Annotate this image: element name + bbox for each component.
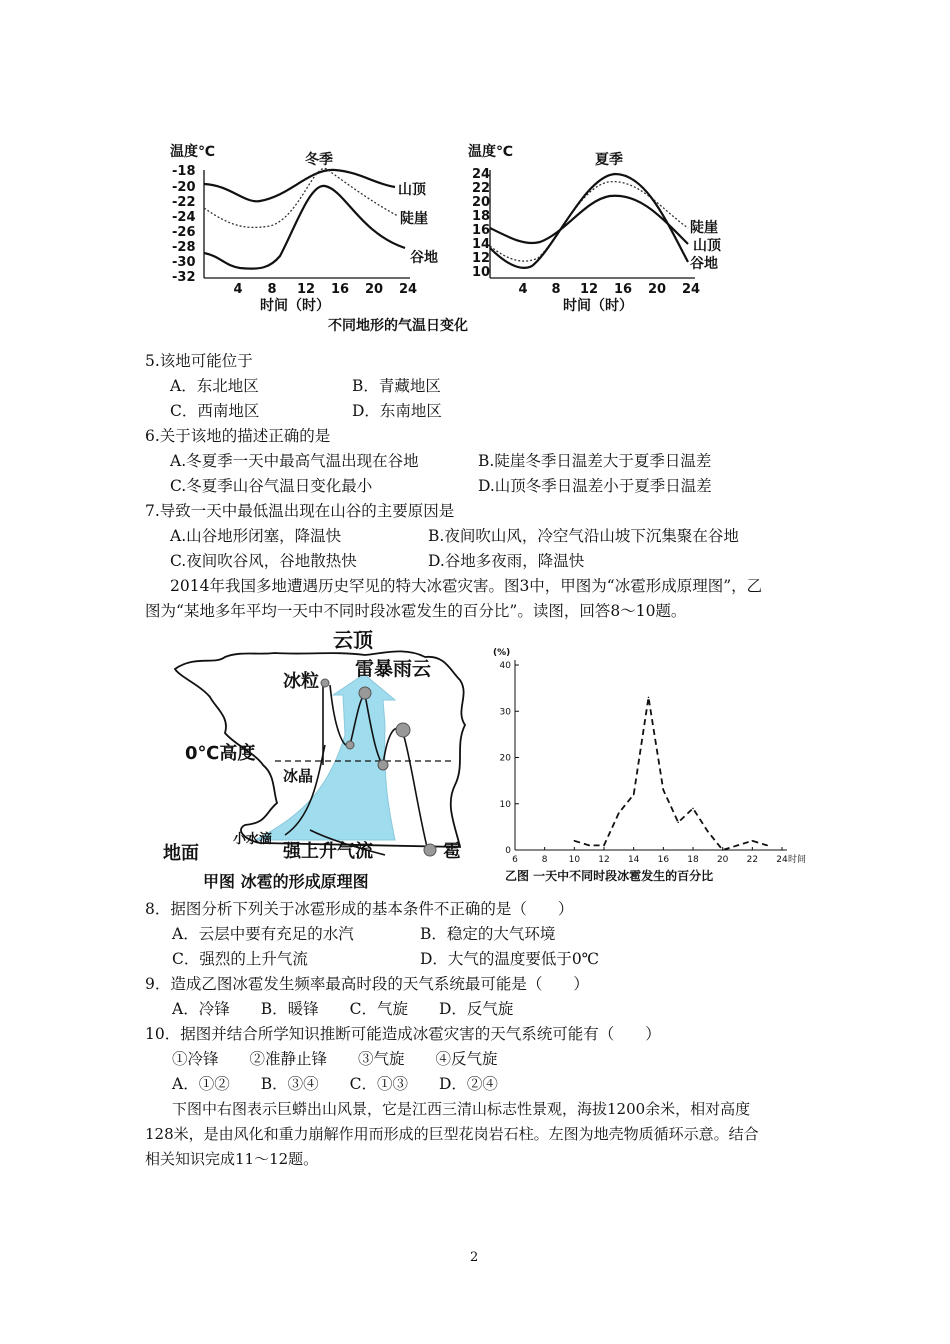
winter-season-label: 冬季 xyxy=(305,152,333,168)
winter-y-tick: -32 xyxy=(172,270,196,285)
winter-curve-peak xyxy=(204,170,395,201)
storm-cloud-label: 雷暴雨云 xyxy=(355,658,432,680)
q7-option-c[interactable]: C.夜间吹谷风，谷地散热快 xyxy=(170,552,357,570)
summer-x-tick: 24 xyxy=(681,282,701,297)
summer-y-tick: 22 xyxy=(472,181,491,196)
chart-data-point xyxy=(633,794,635,796)
small-drop-label: 小水滴 xyxy=(233,832,273,847)
q7-stem: 7.导致一天中最低温出现在山谷的主要原因是 xyxy=(145,502,455,520)
summer-y-tick: 24 xyxy=(472,167,491,182)
winter-axes xyxy=(204,170,410,278)
summer-x-ticks xyxy=(518,282,700,297)
winter-x-tick: 4 xyxy=(233,282,243,297)
winter-curve-valley xyxy=(204,186,405,269)
chart-data-point xyxy=(766,845,768,847)
chart-x-tick-label: 20 xyxy=(716,855,729,865)
winter-y-tick: -20 xyxy=(172,180,196,195)
chart-x-axis-label: 时间 xyxy=(788,855,807,865)
summer-x-label: 时间（时） xyxy=(563,298,633,314)
q5-option-c[interactable]: C．西南地区 xyxy=(170,402,260,420)
summer-season-label: 夏季 xyxy=(595,152,623,168)
intro-11-12-line3: 相关知识完成11～12题。 xyxy=(145,1150,319,1168)
chart-data-point xyxy=(677,821,679,823)
winter-x-tick: 20 xyxy=(364,282,384,297)
summer-curve-cliff xyxy=(490,182,688,261)
q5-option-b[interactable]: B．青藏地区 xyxy=(352,377,441,395)
q6-option-b[interactable]: B.陡崖冬季日温差大于夏季日温差 xyxy=(478,452,712,470)
winter-curve-cliff xyxy=(204,168,398,227)
summer-x-tick: 4 xyxy=(518,282,528,297)
chart-data-point xyxy=(648,697,650,699)
summer-curve-label-cliff: 陡崖 xyxy=(690,220,718,236)
summer-curve-valley xyxy=(490,174,688,268)
summer-y-ticks xyxy=(472,167,490,280)
summer-y-label: 温度℃ xyxy=(468,144,513,160)
q6-option-a[interactable]: A.冬夏季一天中最高气温出现在谷地 xyxy=(170,452,419,470)
winter-y-tick: -26 xyxy=(172,225,196,240)
q8-option-d[interactable]: D．大气的温度要低于0℃ xyxy=(420,950,600,968)
chart-x-tick-label: 24 xyxy=(776,855,788,865)
hail-formation-diagram xyxy=(155,625,500,895)
winter-curve-label-cliff: 陡崖 xyxy=(400,211,428,227)
q5-option-d[interactable]: D．东南地区 xyxy=(352,402,442,420)
updraft-label: 强上升气流 xyxy=(283,841,373,862)
summer-x-tick: 20 xyxy=(647,282,667,297)
q7-option-b[interactable]: B.夜间吹山风，冷空气沿山坡下沉集聚在谷地 xyxy=(428,527,739,545)
intro-11-12-line2: 128米，是由风化和重力崩解作用而形成的巨型花岗岩石柱。左图为地壳物质循环示意。结合 xyxy=(145,1125,759,1143)
winter-y-tick: -24 xyxy=(172,210,196,225)
q7-option-d[interactable]: D.谷地多夜雨，降温快 xyxy=(428,552,585,570)
chart-x-tick-label: 12 xyxy=(598,855,610,865)
chart-series-line xyxy=(574,697,767,850)
ground-label: 地面 xyxy=(163,843,199,864)
q5-stem: 5.该地可能位于 xyxy=(145,352,253,370)
winter-curve-label-valley: 谷地 xyxy=(410,250,438,266)
winter-x-tick: 12 xyxy=(296,282,316,297)
intro-8-10-line1: 2014年我国多地遭遇历史罕见的特大冰雹灾害。图3中，甲图为“冰雹形成原理图”，乙 xyxy=(170,577,763,595)
ice-crystal-label: 冰晶 xyxy=(283,767,314,785)
q10-options[interactable]: A．①② B．③④ C．①③ D．②④ xyxy=(172,1075,498,1093)
chart-y-tick-label: 40 xyxy=(499,661,511,671)
q9-stem: 9．造成乙图冰雹发生频率最高时段的天气系统最可能是（ ） xyxy=(145,975,589,993)
winter-curve-label-peak: 山顶 xyxy=(398,182,426,198)
winter-x-tick: 24 xyxy=(398,282,418,297)
page-number: 2 xyxy=(470,1250,479,1265)
q8-stem: 8．据图分析下列关于冰雹形成的基本条件不正确的是（ ） xyxy=(145,900,574,918)
q8-option-b[interactable]: B．稳定的大气环境 xyxy=(420,925,556,943)
summer-y-tick: 16 xyxy=(472,223,491,238)
chart-x-tick-label: 16 xyxy=(657,855,670,865)
q6-option-d[interactable]: D.山顶冬季日温差小于夏季日温差 xyxy=(478,477,712,495)
chart-x-tick-label: 14 xyxy=(627,855,640,865)
intro-11-12-line1: 下图中右图表示巨蟒出山风景，它是江西三清山标志性景观，海拔1200余米，相对高度 xyxy=(172,1100,751,1118)
chart-data-point xyxy=(588,845,590,847)
chart-data-point xyxy=(692,808,694,810)
ice-particle-label: 冰粒 xyxy=(283,671,319,692)
chart-y-tick-label: 0 xyxy=(505,846,511,856)
chart-data-point xyxy=(722,849,724,851)
summer-x-tick: 12 xyxy=(579,282,599,297)
q10-items: ①冷锋 ②准静止锋 ③气旋 ④反气旋 xyxy=(172,1050,498,1068)
chart-data-point xyxy=(618,812,620,814)
intro-8-10-line2: 图为“某地多年平均一天中不同时段冰雹发生的百分比”。读图，回答8～10题。 xyxy=(145,602,687,620)
chart-data-point xyxy=(574,840,576,842)
q7-option-a[interactable]: A.山谷地形闭塞，降温快 xyxy=(170,527,342,545)
temperature-figure-caption: 不同地形的气温日变化 xyxy=(328,318,468,334)
summer-y-tick: 10 xyxy=(472,265,491,280)
chart-y-axis-label: (%) xyxy=(493,648,511,658)
q6-stem: 6.关于该地的描述正确的是 xyxy=(145,427,331,445)
winter-y-ticks xyxy=(172,164,196,285)
chart-x-tick-label: 6 xyxy=(512,855,518,865)
q8-option-a[interactable]: A．云层中要有充足的水汽 xyxy=(172,925,354,943)
q5-option-a[interactable]: A．东北地区 xyxy=(170,377,259,395)
chart-data-point xyxy=(737,845,739,847)
winter-y-tick: -22 xyxy=(172,195,196,210)
hail-label: 雹 xyxy=(443,841,461,862)
chart-x-tick-label: 22 xyxy=(746,855,759,865)
temperature-figure xyxy=(160,138,740,338)
summer-x-tick: 8 xyxy=(551,282,561,297)
winter-x-ticks xyxy=(233,282,417,297)
q9-options[interactable]: A．冷锋 B．暖锋 C．气旋 D．反气旋 xyxy=(172,1000,514,1018)
winter-x-tick: 8 xyxy=(267,282,277,297)
q8-option-c[interactable]: C．强烈的上升气流 xyxy=(172,950,308,968)
winter-y-tick: -28 xyxy=(172,240,196,255)
chart-y-tick-label: 30 xyxy=(499,707,511,718)
q6-option-c[interactable]: C.冬夏季山谷气温日变化最小 xyxy=(170,477,373,495)
hail-percentage-chart xyxy=(490,640,820,890)
summer-y-tick: 14 xyxy=(472,237,491,252)
winter-y-tick: -30 xyxy=(172,255,196,270)
chart-data-point xyxy=(752,840,754,842)
summer-y-tick: 20 xyxy=(472,195,491,210)
winter-y-label: 温度℃ xyxy=(170,144,215,160)
summer-curve-label-peak: 山顶 xyxy=(693,238,721,254)
chart-data-point xyxy=(707,831,709,833)
chart-data-point xyxy=(603,845,605,847)
summer-y-tick: 12 xyxy=(472,251,491,266)
cloud-top-label: 云顶 xyxy=(333,628,373,652)
winter-x-tick: 16 xyxy=(330,282,350,297)
winter-x-label: 时间（时） xyxy=(260,298,330,314)
summer-x-tick: 16 xyxy=(613,282,633,297)
chart-x-tick-label: 8 xyxy=(541,855,548,865)
hail-diagram-caption: 甲图 冰雹的形成原理图 xyxy=(203,872,369,891)
chart-x-tick-label: 18 xyxy=(687,855,699,865)
q10-stem: 10．据图并结合所学知识推断可能造成冰雹灾害的天气系统可能有（ ） xyxy=(145,1025,661,1043)
chart-data-point xyxy=(663,789,665,791)
summer-y-tick: 18 xyxy=(472,209,491,224)
summer-curve-label-valley: 谷地 xyxy=(690,256,718,272)
zero-height-label: 0℃高度 xyxy=(185,743,256,764)
chart-x-tick-label: 10 xyxy=(568,855,581,865)
chart-y-tick-label: 10 xyxy=(499,799,511,810)
chart-title: 乙图 一天中不同时段冰雹发生的百分比 xyxy=(505,869,714,883)
winter-y-tick: -18 xyxy=(172,164,196,179)
chart-y-tick-label: 20 xyxy=(499,753,511,764)
